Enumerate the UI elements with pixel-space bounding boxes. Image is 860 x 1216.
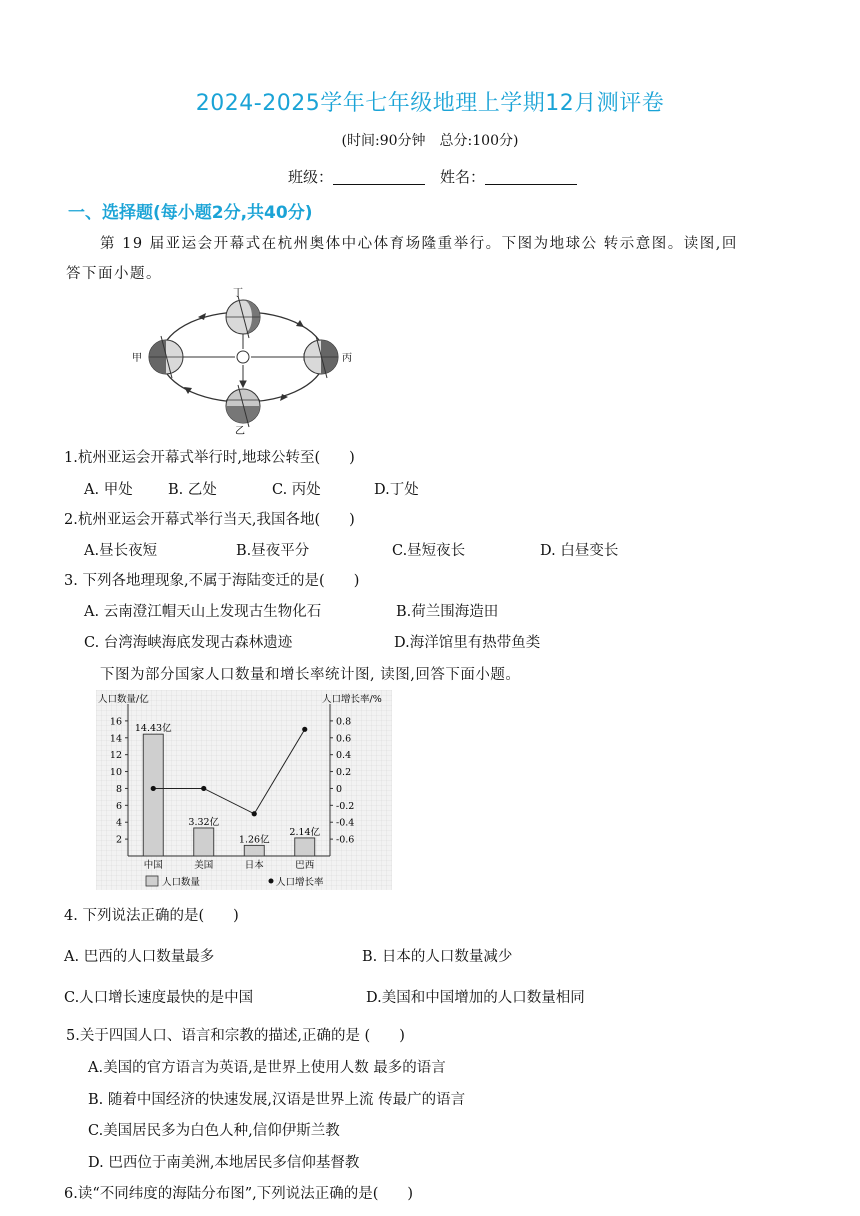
class-blank <box>333 168 425 185</box>
q5-option-d[interactable]: D. 巴西位于南美洲,本地居民多信仰基督教 <box>88 1155 360 1171</box>
right-tick-label: -0.2 <box>336 800 355 812</box>
globe-bing-icon <box>304 336 338 378</box>
page-title: 2024-2025学年七年级地理上学期12月测评卷 <box>195 91 665 116</box>
left-tick-label: 6 <box>115 800 122 812</box>
category-label: 中国 <box>143 860 163 871</box>
q2-option-d[interactable]: D. 白昼变长 <box>540 543 619 559</box>
q2-option-b[interactable]: B.昼夜平分 <box>236 543 310 559</box>
bar-中国 <box>143 734 163 856</box>
left-tick-label: 14 <box>109 733 122 745</box>
bar-value-label: 2.14亿 <box>289 826 321 838</box>
bar-value-label: 1.26亿 <box>238 834 270 846</box>
q3-option-b[interactable]: B.荷兰围海造田 <box>396 604 499 620</box>
intro-line-1: 第 19 届亚运会开幕式在杭州奥体中心体育场隆重举行。下图为地球公 转示意图。读图,回 <box>100 236 738 252</box>
label-ding: 丁 <box>233 288 243 299</box>
bar-value-label: 14.43亿 <box>134 723 172 735</box>
question-2: 2.杭州亚运会开幕式举行当天,我国各地( ) <box>64 512 355 528</box>
q4-option-a[interactable]: A. 巴西的人口数量最多 <box>64 949 215 965</box>
right-tick-label: 0.6 <box>336 733 352 745</box>
q2-option-a[interactable]: A.昼长夜短 <box>84 543 158 559</box>
population-chart <box>96 690 392 890</box>
rate-point-日本 <box>252 811 257 816</box>
class-label: 班级： <box>288 168 334 186</box>
left-tick-label: 8 <box>115 783 122 795</box>
left-tick-label: 10 <box>109 767 122 779</box>
sun-icon <box>233 347 253 367</box>
q5-option-a[interactable]: A.美国的官方语言为英语,是世界上使用人数 最多的语言 <box>88 1060 446 1076</box>
question-1: 1.杭州亚运会开幕式举行时,地球公转至( ) <box>64 450 355 466</box>
q1-option-a[interactable]: A. 甲处 <box>84 482 133 498</box>
right-tick-label: 0.4 <box>336 750 352 762</box>
rate-point-巴西 <box>302 727 307 732</box>
question-3: 3. 下列各地理现象,不属于海陆变迁的是( ) <box>64 573 360 589</box>
right-tick-label: 0.2 <box>336 767 352 779</box>
category-label: 日本 <box>244 860 264 871</box>
q1-option-b[interactable]: B. 乙处 <box>168 482 217 498</box>
globe-ding-icon <box>226 296 260 338</box>
legend-rate-swatch <box>269 879 274 884</box>
legend-growth-rate: 人口增长率 <box>276 877 324 888</box>
q4-option-b[interactable]: B. 日本的人口数量减少 <box>362 949 513 965</box>
exam-time-score: (时间:90分钟 总分:100分) <box>341 133 519 149</box>
bar-美国 <box>194 828 214 856</box>
q1-option-d[interactable]: D.丁处 <box>374 482 419 498</box>
bar-巴西 <box>295 838 315 856</box>
name-label: 姓名： <box>440 168 486 186</box>
y-right-axis-label: 人口增长率/% <box>322 694 382 705</box>
label-jia: 甲 <box>132 353 142 364</box>
left-tick-label: 2 <box>115 834 122 846</box>
earth-orbit-figure <box>128 284 368 436</box>
q5-option-c[interactable]: C.美国居民多为白色人种,信仰伊斯兰教 <box>88 1123 340 1139</box>
q3-option-c[interactable]: C. 台湾海峡海底发现古森林遗迹 <box>84 635 293 651</box>
q4-option-c[interactable]: C.人口增长速度最快的是中国 <box>64 990 254 1006</box>
bar-value-label: 3.32亿 <box>188 816 220 828</box>
q2-option-c[interactable]: C.昼短夜长 <box>392 543 466 559</box>
category-label: 美国 <box>194 860 214 871</box>
right-tick-label: 0 <box>336 783 343 795</box>
question-6: 6.读“不同纬度的海陆分布图”,下列说法正确的是( ) <box>64 1186 414 1202</box>
left-tick-label: 12 <box>109 750 122 762</box>
q1-option-c[interactable]: C. 丙处 <box>272 482 321 498</box>
globe-jia-icon <box>149 336 183 378</box>
rate-point-中国 <box>151 786 156 791</box>
section-heading: 一、选择题(每小题2分,共40分) <box>68 203 313 223</box>
globe-yi-icon <box>226 385 260 427</box>
label-bing: 丙 <box>342 353 352 364</box>
intro-line-2: 答下面小题。 <box>66 266 162 282</box>
q3-option-a[interactable]: A. 云南澄江帽天山上发现古生物化石 <box>84 604 322 620</box>
category-label: 巴西 <box>295 860 315 871</box>
rate-point-美国 <box>201 786 206 791</box>
right-tick-label: -0.4 <box>336 817 355 829</box>
question-4: 4. 下列说法正确的是( ) <box>64 908 239 924</box>
class-field <box>288 166 425 187</box>
name-blank <box>485 168 577 185</box>
left-tick-label: 16 <box>109 716 122 728</box>
y-left-axis-label: 人口数量/亿 <box>98 694 149 705</box>
intro-2: 下图为部分国家人口数量和增长率统计图, 读图,回答下面小题。 <box>100 667 521 683</box>
legend-population: 人口数量 <box>162 877 201 888</box>
bar-日本 <box>244 845 264 856</box>
q5-option-b[interactable]: B. 随着中国经济的快速发展,汉语是世界上流 传最广的语言 <box>88 1092 466 1108</box>
label-yi: 乙 <box>235 426 245 436</box>
right-tick-label: -0.6 <box>336 834 355 846</box>
q3-option-d[interactable]: D.海洋馆里有热带鱼类 <box>394 635 541 651</box>
right-tick-label: 0.8 <box>336 716 352 728</box>
question-5: 5.关于四国人口、语言和宗教的描述,正确的是 ( ) <box>66 1028 405 1044</box>
name-field <box>440 166 577 187</box>
left-tick-label: 4 <box>115 817 122 829</box>
q4-option-d[interactable]: D.美国和中国增加的人口数量相同 <box>366 990 585 1006</box>
legend-bar-swatch <box>146 876 158 886</box>
